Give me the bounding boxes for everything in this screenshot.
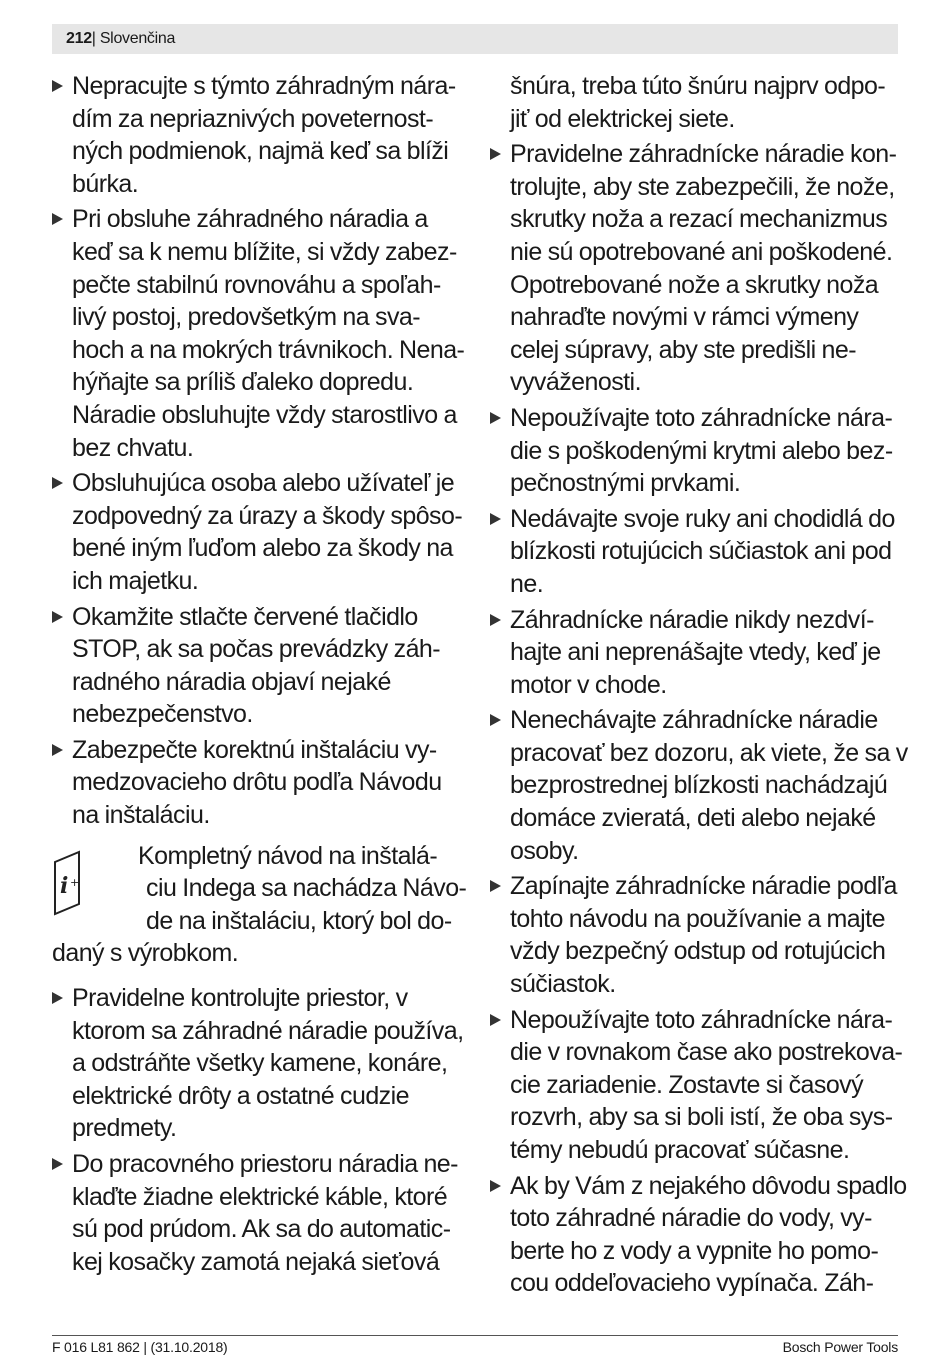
text-line: Pravidelne záhradnícke náradie kon-	[510, 140, 897, 169]
text-line: nahraďte novými v rámci výmeny	[510, 303, 859, 332]
note-line: daný s výrobkom.	[52, 939, 239, 968]
text-line: hýňajte sa príliš ďaleko dopredu.	[72, 368, 414, 397]
triangle-bullet-icon	[52, 992, 63, 1004]
svg-text:i: i	[60, 872, 68, 899]
footer-brand: Bosch Power Tools	[782, 1339, 898, 1355]
text-line: súčiastok.	[510, 970, 616, 999]
info-note	[52, 840, 467, 970]
text-line: jiť od elektrickej siete.	[510, 104, 735, 133]
list-item	[52, 982, 462, 1145]
text-line: Zapínajte záhradnícke náradie podľa	[510, 872, 897, 901]
triangle-bullet-icon	[52, 80, 63, 92]
text-line: Nedávajte svoje ruky ani chodidlá do	[510, 504, 895, 533]
text-line: elektrické drôty a ostatné cudzie	[72, 1081, 409, 1110]
text-line: predmety.	[72, 1114, 177, 1143]
text-line: ne.	[510, 569, 544, 598]
text-line: témy nebudú pracovať súčasne.	[510, 1136, 850, 1164]
text-line: ktorom sa záhradné náradie používa,	[72, 1016, 464, 1045]
note-line: de na inštaláciu, ktorý bol do-	[146, 906, 452, 935]
list-item	[52, 70, 462, 200]
text-line: pracovať bez dozoru, ak viete, že sa v	[510, 738, 908, 767]
triangle-bullet-icon	[490, 513, 501, 525]
triangle-bullet-icon	[52, 213, 63, 225]
text-line: STOP, ak sa počas prevádzky záh-	[72, 635, 441, 664]
text-line: pečte stabilnú rovnováhu a spoľah-	[72, 270, 441, 299]
text-line: bezprostrednej blízkosti nachádzajú	[510, 771, 888, 800]
note-line: Kompletný návod na inštalá-	[138, 841, 438, 870]
text-line: kej kosačky zamotá nejaká sieťová	[72, 1247, 440, 1276]
text-line: na inštaláciu.	[72, 801, 210, 830]
text-line: radného náradia objaví nejaké	[72, 667, 391, 696]
text-line: Pri obsluhe záhradného náradia a	[72, 205, 428, 234]
svg-text:+: +	[70, 875, 79, 889]
text-line: motor v chode.	[510, 670, 667, 699]
triangle-bullet-icon	[490, 412, 501, 424]
text-line: hoch a na mokrých trávnikoch. Nena-	[72, 335, 465, 364]
list-item	[490, 503, 900, 601]
text-line: celej súpravy, aby ste predišli ne-	[510, 335, 857, 364]
triangle-bullet-icon	[490, 614, 501, 626]
page-number: 212	[66, 30, 92, 47]
right-items	[490, 138, 908, 1300]
triangle-bullet-icon	[52, 1158, 63, 1170]
text-line: cie zariadenie. Zostavte si časový	[510, 1070, 864, 1099]
text-line: ných podmienok, najmä keď sa blíži	[72, 137, 449, 166]
text-line: osoby.	[510, 836, 579, 865]
info-manual-icon	[52, 848, 82, 916]
triangle-bullet-icon	[490, 880, 501, 892]
text-line: die v rovnakom čase ako postrekova-	[510, 1038, 903, 1067]
text-line: Nenechávajte záhradnícke náradie	[510, 706, 878, 735]
header-separator: |	[91, 30, 96, 47]
text-line: Okamžite stlačte červené tlačidlo	[72, 602, 418, 631]
text-line: bené iným ľuďom alebo za škody na	[72, 534, 453, 563]
text-line: rozvrh, aby sa si boli istí, že oba sys-	[510, 1103, 893, 1132]
text-line: cou oddeľovacieho vypínača. Záh-	[510, 1269, 874, 1298]
text-line: Ak by Vám z nejakého dôvodu spadlo	[510, 1171, 907, 1200]
right-continuation	[490, 70, 900, 135]
list-item	[52, 203, 465, 464]
list-item	[52, 467, 462, 597]
text-line: skrutky noža a rezací mechanizmus	[510, 205, 888, 234]
left-items-before-note	[52, 70, 465, 832]
list-item	[52, 734, 462, 832]
text-line: pečnostnými prvkami.	[510, 469, 741, 498]
triangle-bullet-icon	[490, 1014, 501, 1026]
text-line: Záhradnícke náradie nikdy nezdví-	[510, 605, 874, 634]
text-line: trolujte, aby ste zabezpečili, že nože,	[510, 172, 895, 201]
text-line: Pravidelne kontrolujte priestor, v	[72, 984, 408, 1013]
list-item	[490, 1170, 907, 1300]
text-line: Do pracovného priestoru náradia ne-	[72, 1150, 458, 1178]
text-line: šnúra, treba túto šnúru najprv odpo-	[510, 72, 886, 100]
footer-document-code: F 016 L81 862 | (31.10.2018)	[52, 1339, 228, 1355]
text-line: die s poškodenými krytmi alebo bez-	[510, 436, 893, 465]
text-line: a odstráňte všetky kamene, konáre,	[72, 1049, 448, 1078]
text-line: klaďte žiadne elektrické káble, ktoré	[72, 1182, 448, 1211]
footer-rule	[52, 1335, 898, 1336]
text-line: Obsluhujúca osoba alebo užívateľ je	[72, 469, 455, 498]
text-line: sú pod prúdom. Ak sa do automatic-	[72, 1215, 451, 1244]
text-line: vyváženosti.	[510, 368, 641, 397]
text-line: zodpovedný za úrazy a škody spôso-	[72, 501, 463, 530]
text-line: Opotrebované nože a skrutky noža	[510, 270, 879, 299]
triangle-bullet-icon	[490, 1180, 501, 1192]
text-line: Nepoužívajte toto záhradnícke nára-	[510, 1005, 893, 1034]
list-item	[490, 138, 900, 399]
text-line: keď sa k nemu blížite, si vždy zabez-	[72, 237, 457, 266]
text-line: Zabezpečte korektnú inštaláciu vy-	[72, 735, 437, 764]
text-line: Nepoužívajte toto záhradnícke nára-	[510, 403, 893, 432]
page-header	[52, 24, 898, 54]
text-line: ich majetku.	[72, 566, 199, 595]
list-item	[490, 1004, 903, 1167]
list-item	[490, 604, 900, 702]
header-language: Slovenčina	[99, 30, 176, 47]
text-line: livý postoj, predovšetkým na sva-	[72, 303, 421, 332]
text-line: Náradie obsluhujte vždy starostlivo a	[72, 400, 457, 429]
text-line: dím za nepriaznivých poveternost-	[72, 104, 434, 133]
text-line: hajte ani neprenášajte vtedy, keď je	[510, 638, 881, 667]
text-line: blízkosti rotujúcich súčiastok ani pod	[510, 537, 892, 566]
text-line: búrka.	[72, 169, 139, 198]
list-item	[52, 1148, 462, 1278]
triangle-bullet-icon	[490, 148, 501, 160]
header-text	[66, 30, 175, 48]
text-line: vždy bezpečný odstup od rotujúcich	[510, 937, 886, 966]
text-line: medzovacieho drôtu podľa Návodu	[72, 768, 442, 797]
text-line: nebezpečenstvo.	[72, 700, 253, 729]
text-line: tohto návodu na používanie a majte	[510, 904, 885, 933]
triangle-bullet-icon	[490, 714, 501, 726]
text-line: bez chvatu.	[72, 433, 194, 462]
list-item	[490, 870, 900, 1000]
right-column	[490, 70, 908, 1303]
triangle-bullet-icon	[52, 477, 63, 489]
text-line: nie sú opotrebované ani poškodené.	[510, 237, 893, 266]
list-item	[52, 601, 462, 731]
text-line: Nepracujte s týmto záhradným nára-	[72, 72, 456, 100]
text-line: berte ho z vody a vypnite ho pomo-	[510, 1236, 879, 1265]
text-line: toto záhradné náradie do vody, vy-	[510, 1204, 872, 1233]
left-items-after-note	[52, 982, 462, 1278]
triangle-bullet-icon	[52, 611, 63, 623]
triangle-bullet-icon	[52, 744, 63, 756]
text-line: domáce zvieratá, deti alebo nejaké	[510, 804, 876, 833]
list-item	[490, 402, 900, 500]
note-line: ciu Indega sa nachádza Návo-	[146, 874, 467, 903]
left-column	[52, 70, 467, 1281]
list-item	[490, 704, 908, 867]
